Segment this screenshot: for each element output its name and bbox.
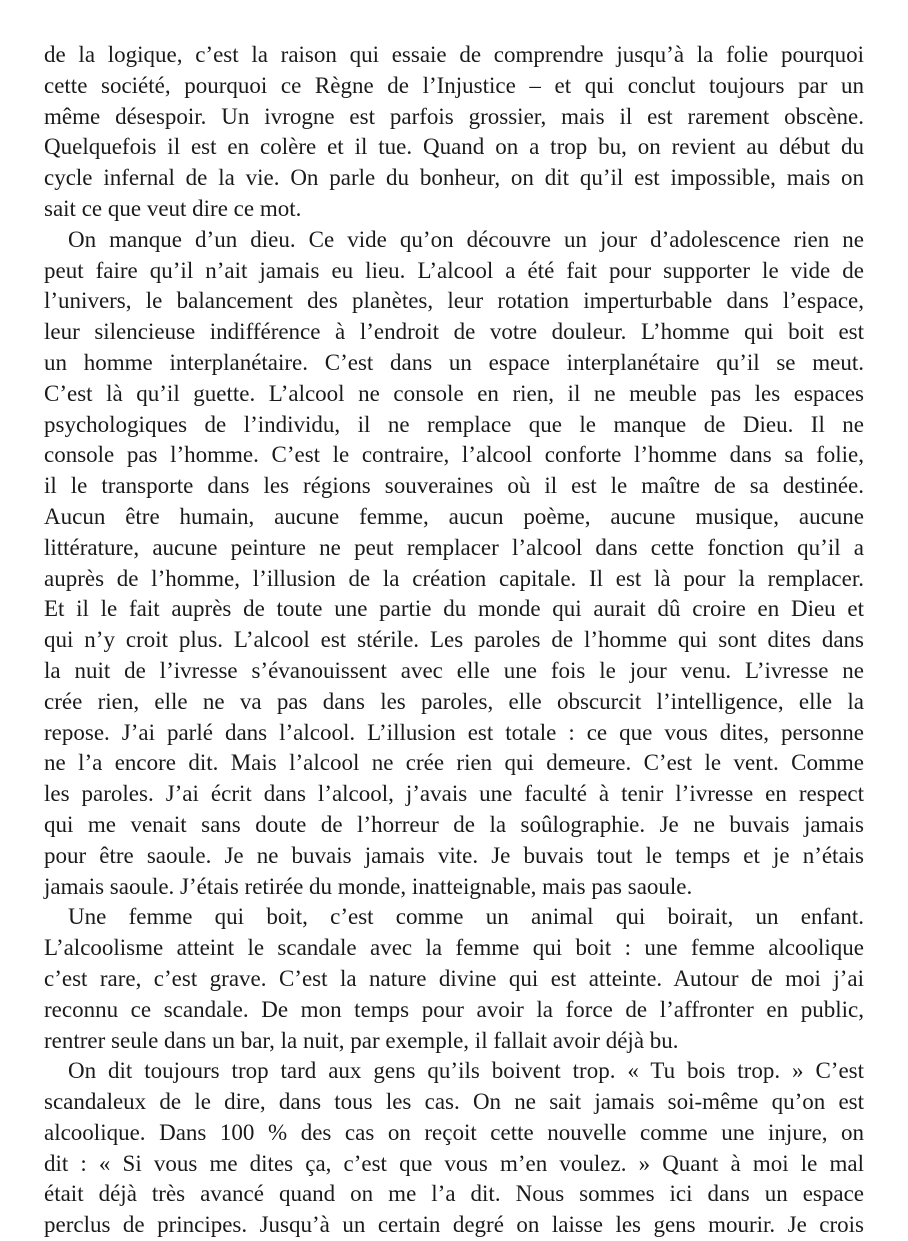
text-line: jamais saoule. J’étais retirée du monde, inatteignable, mais pas saoule. (44, 873, 693, 899)
text-line: perclus de principes. Jusqu’à un certain degré on laisse les gens mourir. Je crois (44, 1212, 864, 1238)
text-line: sait ce que veut dire ce mot. (44, 195, 302, 221)
text-line: C’est là qu’il guette. L’alcool ne console en rien, il ne meuble pas les espaces (44, 380, 864, 406)
text-line: dit : « Si vous me dites ça, c’est que vous m’en voulez. » Quant à moi le mal (44, 1150, 864, 1176)
paragraph (44, 902, 864, 1056)
text-line: même désespoir. Un ivrogne est parfois grossier, mais il est rarement obscène. (44, 103, 864, 129)
text-line: la nuit de l’ivresse s’évanouissent avec elle une fois le jour venu. L’ivresse ne (44, 657, 864, 683)
book-page (44, 40, 864, 1241)
text-line: qui n’y croit plus. L’alcool est stérile. Les paroles de l’homme qui sont dites dans (44, 627, 864, 653)
text-line: crée rien, elle ne va pas dans les paroles, elle obscurcit l’intelligence, elle la (44, 688, 864, 714)
text-line: peut faire qu’il n’ait jamais eu lieu. L’alcool a été fait pour supporter le vide de (44, 257, 864, 283)
text-line: console pas l’homme. C’est le contraire, l’alcool conforte l’homme dans sa folie, (44, 442, 864, 468)
text-line: auprès de l’homme, l’illusion de la création capitale. Il est là pour la remplacer. (44, 565, 864, 591)
text-line: de la logique, c’est la raison qui essaie de comprendre jusqu’à la folie pourquoi (44, 42, 864, 67)
text-line: On manque d’un dieu. Ce vide qu’on découvre un jour d’adolescence rien ne (68, 226, 864, 252)
text-line: c’est rare, c’est grave. C’est la nature divine qui est atteinte. Autour de moi j’ai (44, 965, 864, 991)
paragraph (44, 1056, 864, 1241)
text-line: ne l’a encore dit. Mais l’alcool ne crée rien qui demeure. C’est le vent. Comme (44, 750, 864, 776)
text-line: un homme interplanétaire. C’est dans un espace interplanétaire qu’il se meut. (44, 349, 864, 375)
text-line: On dit toujours trop tard aux gens qu’ils boivent trop. « Tu bois trop. » C’est (68, 1058, 864, 1084)
text-line: repose. J’ai parlé dans l’alcool. L’illusion est totale : ce que vous dites, personne (44, 719, 864, 745)
text-line: Aucun être humain, aucune femme, aucun poème, aucune musique, aucune (44, 503, 864, 529)
text-line: littérature, aucune peinture ne peut remplacer l’alcool dans cette fonction qu’il a (44, 534, 864, 560)
text-line: l’univers, le balancement des planètes, leur rotation imperturbable dans l’espace, (44, 288, 864, 314)
text-line: L’alcoolisme atteint le scandale avec la femme qui boit : une femme alcoolique (44, 935, 864, 961)
text-line: qui me venait sans doute de l’horreur de la soûlographie. Je ne buvais jamais (44, 811, 864, 837)
paragraph (44, 225, 864, 903)
paragraph (44, 40, 864, 225)
text-line: reconnu ce scandale. De mon temps pour avoir la force de l’affronter en public, (44, 996, 864, 1022)
text-line: était déjà très avancé quand on me l’a dit. Nous sommes ici dans un espace (44, 1181, 864, 1207)
text-line: pour être saoule. Je ne buvais jamais vite. Je buvais tout le temps et je n’étais (44, 842, 864, 868)
text-line: cette société, pourquoi ce Règne de l’Injustice – et qui conclut toujours par un (44, 72, 864, 98)
text-line: rentrer seule dans un bar, la nuit, par exemple, il fallait avoir déjà bu. (44, 1027, 679, 1053)
text-line: Et il le fait auprès de toute une partie du monde qui aurait dû croire en Dieu et (44, 596, 864, 622)
text-line: il le transporte dans les régions souveraines où il est le maître de sa destinée. (44, 473, 864, 499)
text-line: les paroles. J’ai écrit dans l’alcool, j’avais une faculté à tenir l’ivresse en respect (44, 781, 864, 807)
text-line: Une femme qui boit, c’est comme un animal qui boirait, un enfant. (68, 904, 864, 930)
text-line: leur silencieuse indifférence à l’endroit de votre douleur. L’homme qui boit est (44, 319, 864, 345)
text-line: Quelquefois il est en colère et il tue. Quand on a trop bu, on revient au début du (44, 134, 864, 160)
text-line: alcoolique. Dans 100 % des cas on reçoit cette nouvelle comme une injure, on (44, 1119, 864, 1145)
text-line: psychologiques de l’individu, il ne remplace que le manque de Dieu. Il ne (44, 411, 864, 437)
text-line: cycle infernal de la vie. On parle du bonheur, on dit qu’il est impossible, mais on (44, 165, 864, 191)
text-line: scandaleux de le dire, dans tous les cas. On ne sait jamais soi-même qu’on est (44, 1089, 864, 1115)
